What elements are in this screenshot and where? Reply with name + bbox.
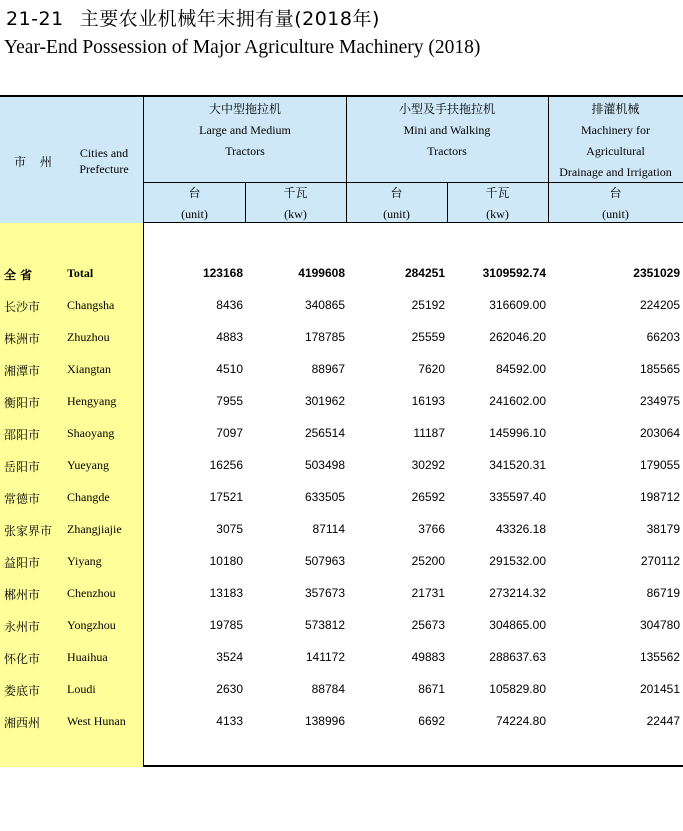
mini-tractor-units-value: 30292	[411, 458, 445, 472]
drainage-header-en1: Machinery for	[581, 123, 650, 137]
mini-tractor-header-en2: Tractors	[427, 144, 467, 158]
city-header-en-line1: Cities and	[79, 146, 129, 160]
large-tractor-kw-value: 507963	[304, 554, 345, 568]
city-header-en	[70, 145, 138, 177]
mini-tractor-units-value: 25200	[411, 554, 445, 568]
header-vline-3	[245, 182, 246, 223]
large-tractor-kw-value: 357673	[304, 586, 345, 600]
table-row	[0, 610, 683, 642]
drainage-machinery-units-value: 66203	[646, 330, 680, 344]
drainage-machinery-units-value: 185565	[639, 362, 680, 376]
city-name-cn: 长沙市	[4, 300, 41, 314]
large-tractor-units-value: 19785	[209, 618, 243, 632]
mini-tractor-kw-value: 3109592.74	[482, 266, 546, 280]
large-tractor-units-value: 123168	[202, 266, 243, 280]
mini-tractor-units-value: 25673	[411, 618, 445, 632]
large-tractor-header-cn: 大中型拖拉机	[208, 102, 281, 116]
mini-tractor-units-value: 6692	[418, 714, 445, 728]
city-name-en: Yueyang	[67, 458, 109, 472]
unit-header-5	[548, 183, 683, 225]
mini-tractor-units-value: 8671	[418, 682, 445, 696]
table-title-en: Year-End Possession of Major Agriculture Machinery (2018)	[4, 37, 481, 58]
table-row	[0, 354, 683, 386]
mini-tractor-units-value: 25559	[411, 330, 445, 344]
mini-tractor-kw-value: 105829.80	[489, 682, 546, 696]
unit-header-3	[346, 183, 447, 225]
table-row	[0, 706, 683, 738]
header-vline-1	[346, 97, 347, 223]
mini-tractor-header	[346, 99, 548, 162]
large-tractor-units-value: 4133	[216, 714, 243, 728]
large-tractor-units-value: 16256	[209, 458, 243, 472]
large-tractor-units-value: 8436	[216, 298, 243, 312]
city-name-en: Changsha	[67, 298, 115, 312]
mini-tractor-units-value: 7620	[418, 362, 445, 376]
city-name-en: Loudi	[67, 682, 96, 696]
table-row	[0, 418, 683, 450]
city-name-en: Chenzhou	[67, 586, 116, 600]
city-header-cn: 市 州	[14, 155, 57, 169]
header-vline-2	[548, 97, 549, 223]
city-name-cn: 常德市	[4, 492, 41, 506]
city-name-cn: 岳阳市	[4, 460, 41, 474]
large-tractor-header	[144, 99, 346, 162]
large-tractor-units-value: 2630	[216, 682, 243, 696]
mini-tractor-kw-value: 291532.00	[489, 554, 546, 568]
table-title-cn	[6, 4, 380, 31]
mini-tractor-kw-value: 273214.32	[489, 586, 546, 600]
large-tractor-kw-value: 138996	[304, 714, 345, 728]
table-row	[0, 514, 683, 546]
unit-header-3-cn: 台	[390, 186, 403, 200]
large-tractor-kw-value: 573812	[304, 618, 345, 632]
table-row	[0, 386, 683, 418]
city-name-cn: 张家界市	[4, 524, 53, 538]
unit-header-4-en: (kw)	[486, 207, 509, 221]
table-title-cn-text: 主要农业机械年末拥有量(2018年)	[79, 8, 380, 30]
large-tractor-units-value: 7955	[216, 394, 243, 408]
city-name-cn: 永州市	[4, 620, 41, 634]
mini-tractor-units-value: 25192	[411, 298, 445, 312]
drainage-machinery-units-value: 135562	[639, 650, 680, 664]
machinery-table	[0, 95, 683, 767]
unit-header-1-cn: 台	[188, 186, 201, 200]
city-name-en: Total	[67, 266, 94, 280]
mini-tractor-header-en1: Mini and Walking	[403, 123, 491, 137]
unit-header-2-en: (kw)	[284, 207, 307, 221]
city-name-cn: 株洲市	[4, 332, 41, 346]
large-tractor-kw-value: 633505	[304, 490, 345, 504]
table-row-total	[0, 258, 683, 290]
mini-tractor-header-cn: 小型及手扶拖拉机	[398, 102, 495, 116]
mini-tractor-kw-value: 43326.18	[495, 522, 546, 536]
unit-header-4-cn: 千瓦	[485, 186, 510, 200]
drainage-machinery-units-value: 2351029	[633, 266, 680, 280]
large-tractor-kw-value: 88784	[311, 682, 345, 696]
drainage-machinery-units-value: 198712	[639, 490, 680, 504]
mini-tractor-units-value: 49883	[411, 650, 445, 664]
city-name-cn: 郴州市	[4, 588, 41, 602]
drainage-machinery-units-value: 38179	[646, 522, 680, 536]
large-tractor-units-value: 10180	[209, 554, 243, 568]
table-row	[0, 290, 683, 322]
table-row	[0, 642, 683, 674]
unit-header-2-cn: 千瓦	[283, 186, 308, 200]
city-name-en: Zhuzhou	[67, 330, 110, 344]
city-name-en: Yongzhou	[67, 618, 116, 632]
large-tractor-kw-value: 4199608	[298, 266, 345, 280]
table-row	[0, 578, 683, 610]
large-tractor-header-en1: Large and Medium	[199, 123, 291, 137]
drainage-machinery-units-value: 224205	[639, 298, 680, 312]
drainage-machinery-units-value: 304780	[639, 618, 680, 632]
city-name-en: Changde	[67, 490, 110, 504]
large-tractor-header-en2: Tractors	[225, 144, 265, 158]
mini-tractor-kw-value: 84592.00	[495, 362, 546, 376]
table-row	[0, 482, 683, 514]
city-header-en-line2: Prefecture	[79, 162, 129, 176]
large-tractor-kw-value: 503498	[304, 458, 345, 472]
unit-header-2	[245, 183, 346, 225]
table-row	[0, 546, 683, 578]
city-name-cn: 湘潭市	[4, 364, 41, 378]
mini-tractor-kw-value: 288637.63	[489, 650, 546, 664]
drainage-machinery-units-value: 201451	[639, 682, 680, 696]
city-name-cn: 邵阳市	[4, 428, 41, 442]
mini-tractor-kw-value: 262046.20	[489, 330, 546, 344]
mini-tractor-kw-value: 241602.00	[489, 394, 546, 408]
city-header	[0, 97, 144, 223]
mini-tractor-units-value: 16193	[411, 394, 445, 408]
city-name-cn: 怀化市	[4, 652, 41, 666]
header-vline-4	[447, 182, 448, 223]
drainage-header-cn: 排灌机械	[591, 102, 640, 116]
drainage-machinery-units-value: 22447	[646, 714, 680, 728]
large-tractor-kw-value: 141172	[305, 650, 345, 664]
mini-tractor-kw-value: 74224.80	[495, 714, 546, 728]
large-tractor-units-value: 13183	[209, 586, 243, 600]
unit-header-3-en: (unit)	[383, 207, 410, 221]
unit-header-5-cn: 台	[609, 186, 622, 200]
city-name-en: Xiangtan	[67, 362, 111, 376]
unit-header-1-en: (unit)	[181, 207, 208, 221]
column-headers	[144, 97, 683, 223]
city-name-en: Huaihua	[67, 650, 108, 664]
unit-header-1	[144, 183, 245, 225]
large-tractor-kw-value: 87114	[312, 522, 345, 536]
city-name-en: Zhangjiajie	[67, 522, 122, 536]
drainage-machinery-units-value: 86719	[646, 586, 680, 600]
drainage-machinery-units-value: 234975	[639, 394, 680, 408]
large-tractor-kw-value: 301962	[304, 394, 345, 408]
mini-tractor-kw-value: 304865.00	[489, 618, 546, 632]
drainage-machinery-units-value: 270112	[640, 554, 680, 568]
drainage-machinery-header	[548, 99, 683, 183]
large-tractor-units-value: 4883	[216, 330, 243, 344]
mini-tractor-kw-value: 316609.00	[489, 298, 546, 312]
mini-tractor-units-value: 284251	[404, 266, 445, 280]
large-tractor-kw-value: 88967	[311, 362, 345, 376]
drainage-header-en3: Drainage and Irrigation	[559, 165, 672, 179]
city-name-en: West Hunan	[67, 714, 126, 728]
large-tractor-kw-value: 178785	[304, 330, 345, 344]
large-tractor-units-value: 3075	[216, 522, 243, 536]
mini-tractor-units-value: 11187	[413, 426, 445, 440]
mini-tractor-kw-value: 145996.10	[489, 426, 546, 440]
city-name-cn: 益阳市	[4, 556, 41, 570]
table-row	[0, 450, 683, 482]
drainage-header-en2: Agricultural	[586, 144, 645, 158]
city-name-cn: 衡阳市	[4, 396, 41, 410]
mini-tractor-kw-value: 335597.40	[489, 490, 546, 504]
table-number: 21-21	[6, 8, 64, 30]
mini-tractor-kw-value: 341520.31	[489, 458, 546, 472]
large-tractor-kw-value: 256514	[304, 426, 345, 440]
large-tractor-units-value: 7097	[216, 426, 243, 440]
drainage-machinery-units-value: 203064	[639, 426, 680, 440]
drainage-machinery-units-value: 179055	[639, 458, 680, 472]
city-name-en: Hengyang	[67, 394, 117, 408]
large-tractor-units-value: 4510	[216, 362, 243, 376]
large-tractor-kw-value: 340865	[304, 298, 345, 312]
city-name-en: Shaoyang	[67, 426, 115, 440]
table-row	[0, 322, 683, 354]
city-name-en: Yiyang	[67, 554, 102, 568]
city-name-cn: 娄底市	[4, 684, 41, 698]
city-name-cn: 全 省	[4, 268, 33, 282]
mini-tractor-units-value: 21731	[411, 586, 445, 600]
large-tractor-units-value: 17521	[209, 490, 243, 504]
unit-header-4	[447, 183, 548, 225]
large-tractor-units-value: 3524	[216, 650, 243, 664]
table-row	[0, 674, 683, 706]
city-name-cn: 湘西州	[4, 716, 41, 730]
unit-header-5-en: (unit)	[602, 207, 629, 221]
mini-tractor-units-value: 26592	[411, 490, 445, 504]
mini-tractor-units-value: 3766	[418, 522, 445, 536]
